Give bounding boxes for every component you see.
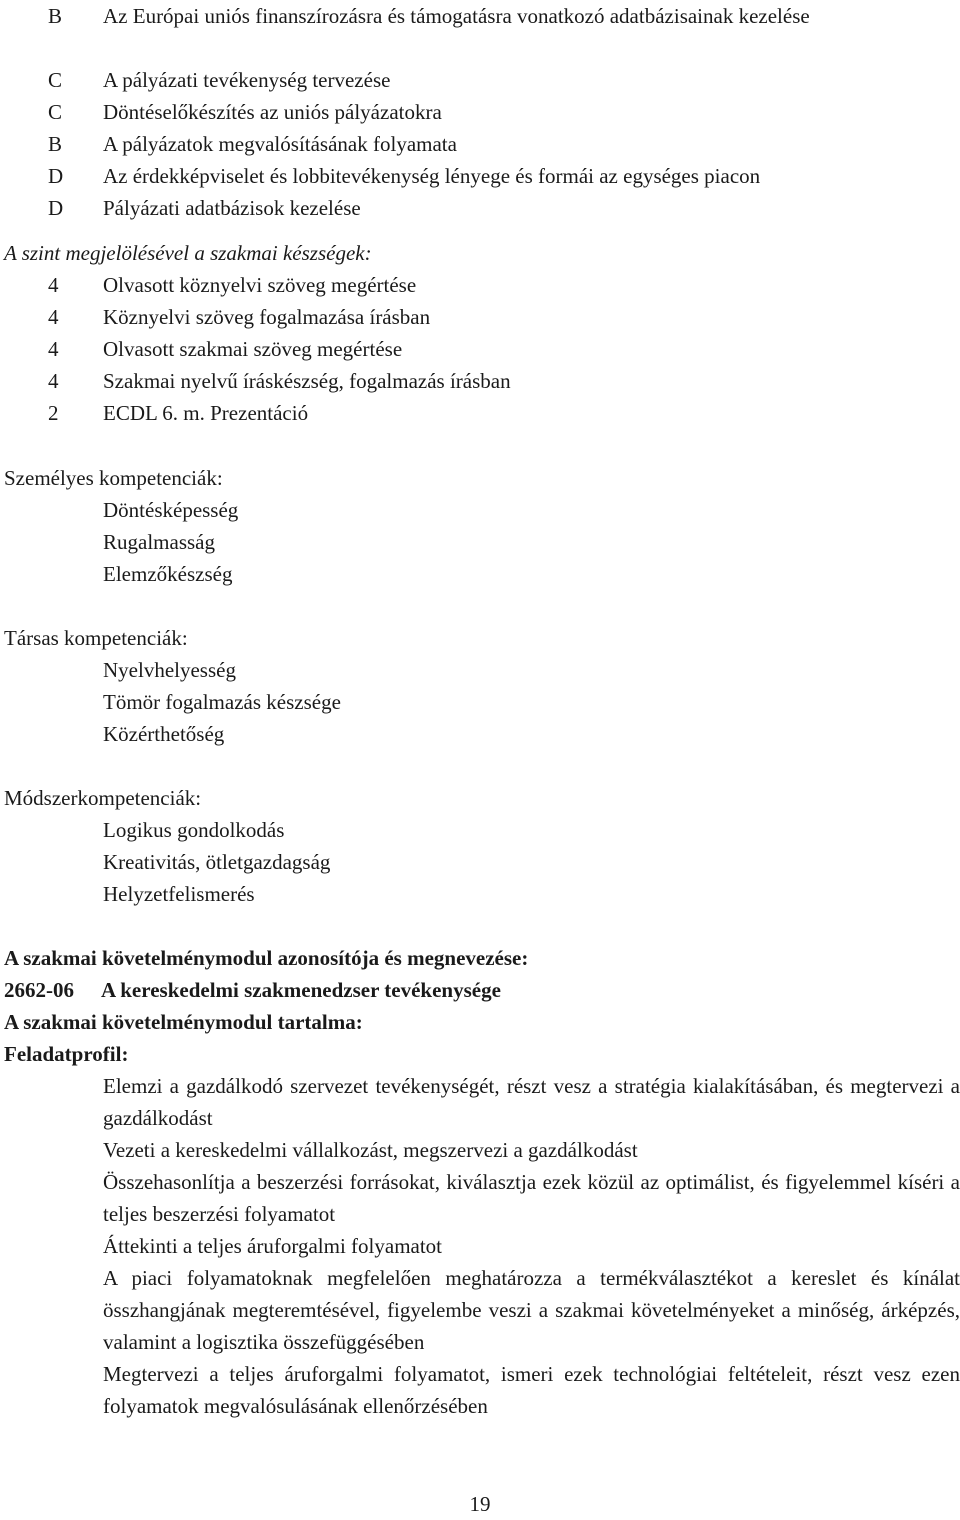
module-title: Döntéselőkészítés az uniós pályázatokra [103, 100, 442, 124]
method-competencies [0, 782, 960, 910]
competency-item: Közérthetőség [103, 722, 225, 746]
module-row [0, 160, 960, 192]
competency-item: Helyzetfelismerés [103, 882, 255, 906]
module-row [0, 0, 960, 32]
modules-list [0, 0, 960, 224]
task-profile-heading: Feladatprofil: [4, 1042, 129, 1066]
skill-level: 4 [48, 369, 59, 393]
skill-text: Olvasott köznyelvi szöveg megértése [103, 273, 417, 297]
skill-row [0, 301, 960, 333]
page-number: 19 [469, 1492, 491, 1516]
module-level: B [48, 132, 63, 156]
skills-section [0, 237, 960, 429]
skills-heading: A szint megjelölésével a szakmai készségek: [4, 241, 372, 265]
skill-level: 2 [48, 401, 59, 425]
personal-competencies [0, 462, 960, 590]
skill-text: ECDL 6. m. Prezentáció [103, 401, 309, 425]
task-item: Összehasonlítja a beszerzési forrásokat, kiválasztja ezek közül az optimálist, és figyelemmel kíséri a teljes beszerzési folyamatot [103, 1170, 960, 1226]
skill-text: Köznyelvi szöveg fogalmazása írásban [103, 305, 431, 329]
skill-row [0, 269, 960, 301]
module-row [0, 96, 960, 128]
skill-text: Olvasott szakmai szöveg megértése [103, 337, 403, 361]
personal-heading: Személyes kompetenciák: [4, 466, 223, 490]
module-level: D [48, 196, 64, 220]
method-heading: Módszerkompetenciák: [4, 786, 202, 810]
module-id-line [0, 974, 960, 1006]
competency-item: Tömör fogalmazás készsége [103, 690, 341, 714]
task-item: A piaci folyamatoknak megfelelően meghatározza a termékválasztékot a kereslet és kínálat összhangjának megteremtésével, figyelembe veszi a szakmai követelményeket a minőség, árképzés, valamint a logisztika összefüggésében [103, 1266, 960, 1354]
module-content-heading: A szakmai követelménymodul tartalma: [4, 1010, 363, 1034]
module-level: D [48, 164, 64, 188]
skill-level: 4 [48, 273, 59, 297]
task-item: Áttekinti a teljes áruforgalmi folyamatot [103, 1234, 443, 1258]
module-title: Az Európai uniós finanszírozásra és támogatásra vonatkozó adatbázisainak kezelése [103, 4, 810, 28]
skill-level: 4 [48, 337, 59, 361]
module-code: 2662-06 [4, 978, 74, 1002]
skill-row [0, 333, 960, 365]
skill-text: Szakmai nyelvű íráskészség, fogalmazás írásban [103, 369, 511, 393]
module-title: A pályázati tevékenység tervezése [103, 68, 391, 92]
competency-item: Rugalmasság [103, 530, 215, 554]
task-item: Megtervezi a teljes áruforgalmi folyamatot, ismeri ezek technológiai feltételeit, részt vesz ezen folyamatok megvalósulásának ellenőrzésében [103, 1362, 960, 1418]
skill-row [0, 397, 960, 429]
competency-item: Nyelvhelyesség [103, 658, 236, 682]
module-title: Az érdekképviselet és lobbitevékenység lényege és formái az egységes piacon [103, 164, 761, 188]
module-name: A kereskedelmi szakmenedzser tevékenysége [101, 978, 501, 1002]
module-level: B [48, 4, 63, 28]
competency-item: Elemzőkészség [103, 562, 233, 586]
skill-row [0, 365, 960, 397]
module-row [0, 128, 960, 160]
skill-level: 4 [48, 305, 59, 329]
social-competencies [0, 622, 960, 750]
module-row [0, 192, 960, 224]
module-level: C [48, 68, 63, 92]
task-item: Vezeti a kereskedelmi vállalkozást, megszervezi a gazdálkodást [103, 1138, 638, 1162]
task-item: Elemzi a gazdálkodó szervezet tevékenységét, részt vesz a stratégia kialakításában, és megtervezi a gazdálkodást [103, 1074, 960, 1130]
module-title: Pályázati adatbázisok kezelése [103, 196, 361, 220]
task-list [0, 1070, 960, 1422]
module-id-heading: A szakmai követelménymodul azonosítója és megnevezése: [4, 946, 529, 970]
social-heading: Társas kompetenciák: [4, 626, 188, 650]
competency-item: Döntésképesség [103, 498, 239, 522]
module-level: C [48, 100, 63, 124]
competency-item: Logikus gondolkodás [103, 818, 285, 842]
module-title: A pályázatok megvalósításának folyamata [103, 132, 457, 156]
module-section [0, 942, 960, 1422]
competency-item: Kreativitás, ötletgazdagság [103, 850, 331, 874]
module-row [0, 64, 960, 96]
